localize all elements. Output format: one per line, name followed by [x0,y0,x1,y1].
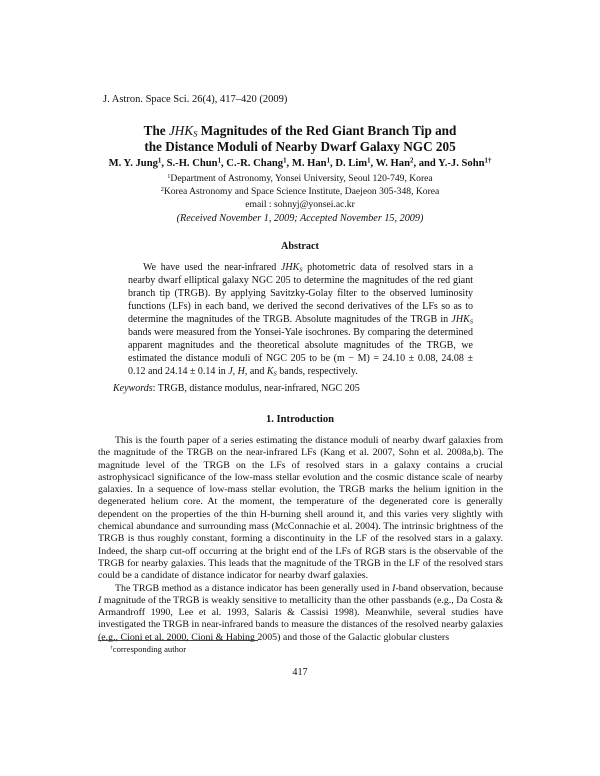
page-number: 417 [292,667,308,678]
keywords [113,383,360,394]
paper-title [60,123,540,155]
author: M. Y. Jung$^1$, [108,157,167,169]
section-heading-introduction: 1. Introduction [265,414,335,425]
author: W. Han$^2$, and [375,157,439,169]
title-line2: the Distance Moduli of Nearby Dwarf Galaxy NGC 205 [144,139,456,154]
title-line1-rest: Magnitudes of the Red Giant Branch Tip and [197,123,457,138]
intro-paragraph-1: This is the fourth paper of a series estimating the distance moduli of nearby dwarf galaxies from the magnitude of the TRGB on the near-infrared LFs (Kang et al. 2007, Sohn et al. 2008a,b). The magnitude level of the TRGB on the LFs of resolved stars in a galaxy contains a crucial astrophysicacl significance of the low-mass stellar evolution and the cosmic distance scale of nearby galaxies. In a sequence of low-mass stellar evolution, the TRGB marks the helium ignition in the degenerated helium core. At the moment, the temperature of the degenerated core is generally dependent on the properties of the thin H-burning shell around it, and this varies very slightly with chemical abundance and surrounding mass (McConnachie et al. 2004). The intrinsic brightness of the TRGB is thus roughly constant, forming a discontinuity in the LF of the resolved stars in a galaxy. Indeed, the sharp cut-off occurring at the bright end of the LFs of RGB stars is the observable of the TRGB for nearby galaxies. This leads that the magnitude of the TRGB in the LF of the resolved stars could be a candidate of distance indicator for nearby dwarf galaxies. [98,435,503,582]
title-math-s: S [193,128,198,139]
author: Y.-J. Sohn$^{1\dagger}$ [438,157,492,169]
footnote: †corresponding author [110,644,187,654]
author: C.-R. Chang$^1$, [226,157,292,169]
affiliation-1: $^1$Department of Astronomy, Yonsei University, Seoul 120-749, Korea [167,172,433,184]
title-prefix: The [143,123,169,138]
footnote-divider [98,640,258,641]
distance-modulus-equation: (m − M) = 24.10 ± 0.08, 24.08 ± 0.12 and 24.14 ± 0.14 [128,353,473,378]
author: S.-H. Chun$^1$, [166,157,227,169]
keywords-text: : TRGB, distance modulus, near-infrared, NGC 205 [152,383,360,394]
abstract-body [128,261,473,378]
abstract-heading: Abstract [281,241,319,252]
author: M. Han$^1$, [291,157,336,169]
journal-citation: J. Astron. Space Sci. 26(4), 417–420 (2009) [103,94,288,105]
intro-paragraph-2: The TRGB method as a distance indicator has been generally used in I-band observation, because I magnitude of the TRGB is weakly sensitive to metallicity than the other passbands (e.g., Da Costa & Armandroff 1990, Lee et al. 1993, Salaris & Cassisi 1998). Meanwhile, several studies have investigated the TRGB in near-infrared bands to measure the distances of the resolved nearby galaxies (e.g., Cioni et al. 2000, Cioni & Habing 2005) and those of the Galactic globular clusters [98,582,504,643]
author-list [60,158,540,169]
received-dates: (Received November 1, 2009; Accepted November 15, 2009) [176,213,424,224]
keywords-label: Keywords [113,383,153,394]
title-math-jhk: JHK [168,123,194,138]
affiliation-2: $^2$Korea Astronomy and Space Science Institute, Daejeon 305-348, Korea [160,185,440,197]
affiliations [60,172,540,211]
abstract-paragraph: We have used the near-infrared $JHK_S$ photometric data of resolved stars in a nearby dwarf elliptical galaxy NGC 205 to determine the magnitudes of the red giant branch tip (TRGB). By applying Savitzky-Golay filter to the observed luminosity functions (LFs) in each band, we derived the second derivatives of the LFs so as to determine the magnitudes of the TRGB. Absolute magnitudes of the TRGB in $JHK_S$ bands were measured from the Yonsei-Yale isochrones. By comparing the determined apparent magnitudes and the theoretical absolute magnitudes of the TRGB, we estimated the distance moduli of NGC 205 to be (m − M) = 24.10 ± 0.08, 24.08 ± 0.12 and 24.14 ± 0.14 in J, H, and $K_S$ bands, respectively. [128,262,474,378]
contact-email[interactable]: email : sohnyj@yonsei.ac.kr [245,199,355,210]
introduction-body [98,435,503,644]
author: D. Lim$^1$, [335,157,376,169]
